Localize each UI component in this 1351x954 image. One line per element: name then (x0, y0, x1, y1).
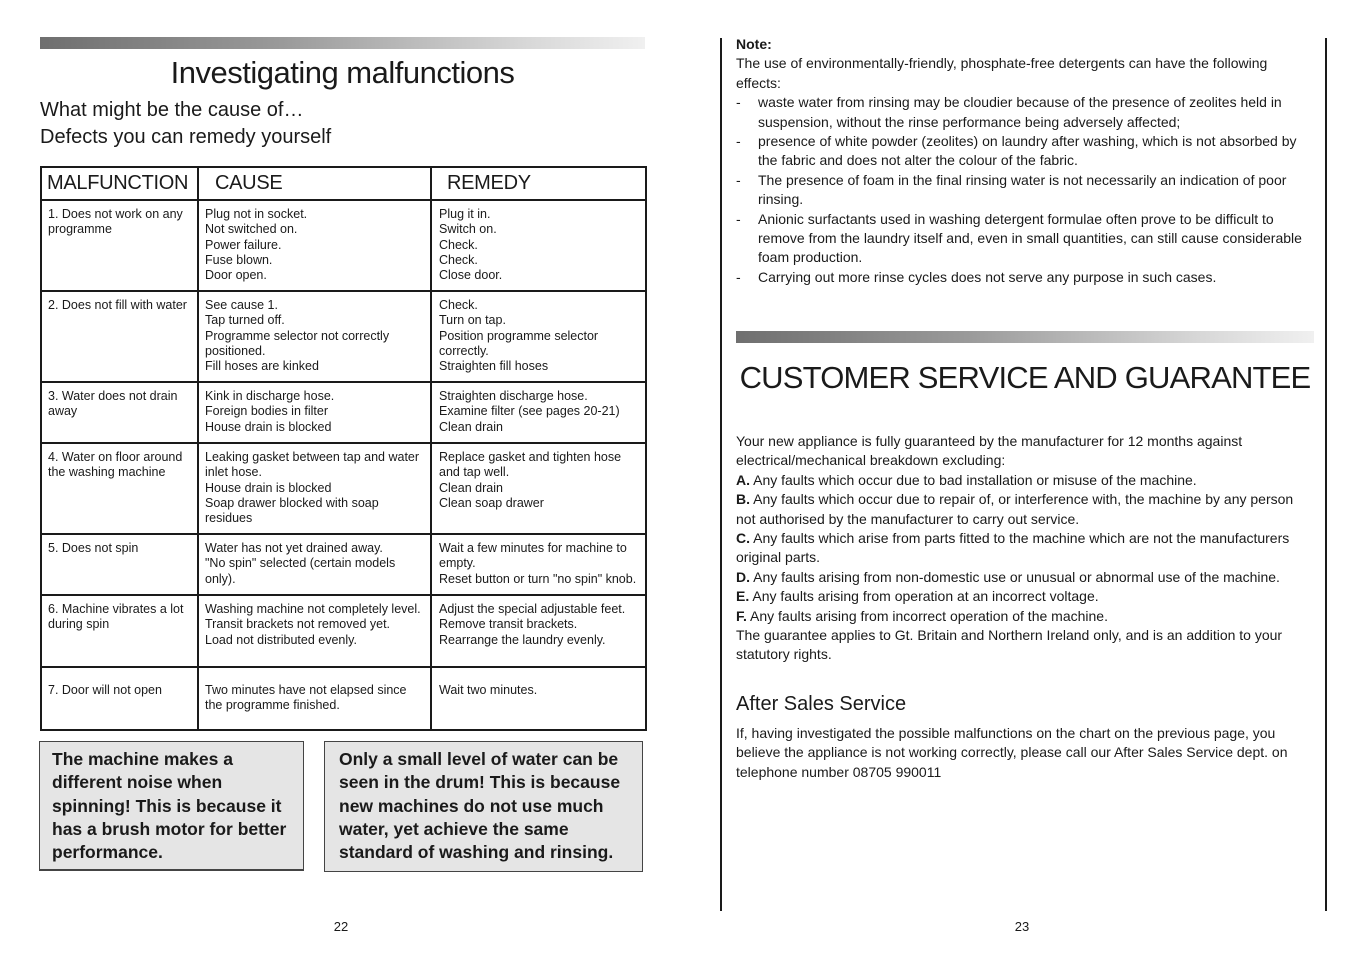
exclusion-item (736, 529, 1316, 568)
remedy-line: Check. (439, 252, 478, 267)
section-gradient-bar (736, 331, 1314, 343)
cause-line: Tap turned off. (205, 313, 285, 328)
remedy-cell (431, 382, 646, 443)
remedy-line: Check. (439, 298, 478, 312)
list-item: - Anionic surfactants used in washing detergent formulae often prove to be difficult to remove from the laundry itself and, even in small quantities, can still cause considerable foam production. (736, 210, 1316, 268)
page-title: Investigating malfunctions (170, 55, 515, 90)
exclusion-item (736, 607, 1316, 626)
brush-motor-callout: The machine makes a different noise when spinning! This is because it has a brush motor for better performance. (39, 741, 304, 871)
remedy-line: Rearrange the laundry evenly. (439, 632, 606, 647)
cause-line: Two minutes have not elapsed since the programme finished. (205, 683, 407, 713)
cause-line: Fill hoses are kinked (205, 359, 319, 374)
exclusion-text: Any faults which occur due to repair of, or interference with, the machine by any person not authorised by the manufacturer to carry out service. (736, 491, 1294, 527)
malfunction-table (40, 166, 647, 731)
cause-line: Fuse blown. (205, 252, 273, 267)
cause-line: House drain is blocked (205, 419, 332, 434)
header-malfunction: MALFUNCTION (41, 167, 198, 200)
remedy-line: Reset button or turn "no spin" knob. (439, 571, 637, 586)
cause-line: House drain is blocked (205, 480, 332, 495)
malfunction-cell: 3. Water does not drain away (41, 382, 198, 443)
after-sales-text: If, having investigated the possible malfunctions on the chart on the previous page, you believe the appliance is not working correctly, please call our After Sales Service dept. on telephone number 08705 990011 (736, 725, 1288, 780)
cause-line: Transit brackets not removed yet. (205, 617, 391, 632)
header-gradient-bar (40, 37, 645, 49)
table-row (41, 291, 646, 382)
remedy-line: Clean drain (439, 419, 503, 434)
cause-cell (198, 200, 431, 291)
note-intro: The use of environmentally-friendly, phosphate-free detergents can have the following effects: (736, 55, 1268, 91)
exclusion-text: Any faults arising from non-domestic use or unusual or abnormal use of the machine. (750, 568, 1280, 585)
cause-cell (198, 534, 431, 595)
remedy-cell (431, 443, 646, 534)
water-level-callout: Only a small level of water can be seen in the drum! This is because new machines do not use much water, yet achieve the same standard of washing and rinsing. (324, 741, 643, 872)
header-cause: CAUSE (198, 167, 431, 200)
remedy-cell (431, 667, 646, 730)
cause-line: Washing machine not completely level. (205, 602, 421, 616)
exclusion-letter: C. (736, 530, 750, 547)
table-row (41, 382, 646, 443)
remedy-line: Adjust the special adjustable feet. (439, 602, 626, 616)
exclusion-letter: D. (736, 568, 750, 585)
exclusion-letter: E. (736, 588, 750, 605)
guarantee-text (736, 432, 1316, 665)
cause-line: See cause 1. (205, 298, 278, 312)
table-row (41, 200, 646, 291)
malfunction-cell: 4. Water on floor around the washing machine (41, 443, 198, 534)
exclusion-text: Any faults which occur due to bad installation or misuse of the machine. (750, 471, 1197, 488)
remedy-line: Remove transit brackets. (439, 617, 578, 632)
remedy-cell (431, 595, 646, 667)
table-row (41, 443, 646, 534)
remedy-line: Straighten fill hoses (439, 359, 549, 374)
cause-line: Plug not in socket. (205, 207, 308, 221)
cause-line: Leaking gasket between tap and water inlet hose. (205, 450, 420, 480)
cause-line: Water has not yet drained away. (205, 541, 383, 555)
right-page (700, 0, 1351, 954)
exclusion-letter: B. (736, 491, 750, 508)
cause-cell (198, 291, 431, 382)
table-header-row (41, 167, 646, 200)
malfunction-cell: 2. Does not fill with water (41, 291, 198, 382)
exclusion-item (736, 568, 1316, 587)
cause-line: Power failure. (205, 237, 282, 252)
cause-cell (198, 667, 431, 730)
remedy-cell (431, 291, 646, 382)
cause-cell (198, 443, 431, 534)
note-list (736, 93, 1316, 287)
subtitle-cause: What might be the cause of… (40, 99, 304, 121)
remedy-line: Clean drain (439, 480, 503, 495)
cause-line: Programme selector not correctly positioned. (205, 328, 390, 358)
remedy-line: Examine filter (see pages 20-21) (439, 404, 620, 419)
guarantee-intro: Your new appliance is fully guaranteed by the manufacturer for 12 months against electrical/mechanical breakdown excluding: (736, 433, 1243, 469)
remedy-line: Straighten discharge hose. (439, 389, 588, 403)
guarantee-outro: The guarantee applies to Gt. Britain and Northern Ireland only, and is an addition to your statutory rights. (736, 627, 1283, 663)
after-sales-heading: After Sales Service (736, 693, 907, 715)
exclusion-text: Any faults which arise from parts fitted to the machine which are not the manufacturers original parts. (736, 530, 1290, 566)
exclusion-item (736, 490, 1316, 529)
cause-line: Not switched on. (205, 222, 298, 237)
exclusion-item (736, 471, 1316, 490)
section-title: CUSTOMER SERVICE AND GUARANTEE (739, 360, 1311, 395)
cause-line: Load not distributed evenly. (205, 632, 357, 647)
remedy-line: Turn on tap. (439, 313, 506, 328)
list-item: - The presence of foam in the final rinsing water is not necessarily an indication of poor rinsing. (736, 171, 1316, 210)
remedy-line: Close door. (439, 268, 503, 283)
cause-line: Soap drawer blocked with soap residues (205, 495, 379, 526)
header-remedy: REMEDY (431, 167, 646, 200)
page-number-left: 22 (333, 919, 349, 934)
table-row (41, 595, 646, 667)
list-item: - waste water from rinsing may be cloudier because of the presence of zeolites held in suspension, without the rinse performance being adversely affected; (736, 93, 1316, 132)
remedy-line: Clean soap drawer (439, 495, 544, 510)
exclusion-letter: F. (736, 607, 747, 624)
cause-line: "No spin" selected (certain models only). (205, 556, 396, 586)
cause-line: Door open. (205, 268, 267, 283)
exclusion-letter: A. (736, 471, 750, 488)
malfunction-cell: 7. Door will not open (41, 667, 198, 730)
subtitle-defects: Defects you can remedy yourself (40, 126, 332, 148)
remedy-line: Wait two minutes. (439, 683, 538, 697)
remedy-line: Check. (439, 237, 478, 252)
list-item: - presence of white powder (zeolites) on laundry after washing, which is not absorbed by the fabric and does not alter the colour of the fabric. (736, 132, 1316, 171)
list-item: - Carrying out more rinse cycles does not serve any purpose in such cases. (736, 268, 1316, 287)
cause-cell (198, 382, 431, 443)
exclusion-text: Any faults arising from incorrect operation of the machine. (746, 607, 1108, 624)
cause-cell (198, 595, 431, 667)
remedy-line: Plug it in. (439, 207, 491, 221)
note-heading: Note: (736, 36, 772, 52)
remedy-line: Replace gasket and tighten hose and tap well. (439, 450, 622, 480)
exclusion-text: Any faults arising from operation at an incorrect voltage. (749, 588, 1099, 605)
remedy-cell (431, 200, 646, 291)
detergent-note (736, 35, 1316, 287)
remedy-cell (431, 534, 646, 595)
table-row (41, 667, 646, 730)
malfunction-cell: 6. Machine vibrates a lot during spin (41, 595, 198, 667)
cause-line: Foreign bodies in filter (205, 404, 328, 419)
table-row (41, 534, 646, 595)
remedy-line: Switch on. (439, 222, 497, 237)
remedy-line: Wait a few minutes for machine to empty. (439, 541, 627, 571)
remedy-line: Position programme selector correctly. (439, 328, 599, 358)
cause-line: Kink in discharge hose. (205, 389, 335, 403)
malfunction-cell: 5. Does not spin (41, 534, 198, 595)
malfunction-cell: 1. Does not work on any programme (41, 200, 198, 291)
page-number-right: 23 (1014, 919, 1030, 934)
exclusion-item (736, 587, 1316, 606)
